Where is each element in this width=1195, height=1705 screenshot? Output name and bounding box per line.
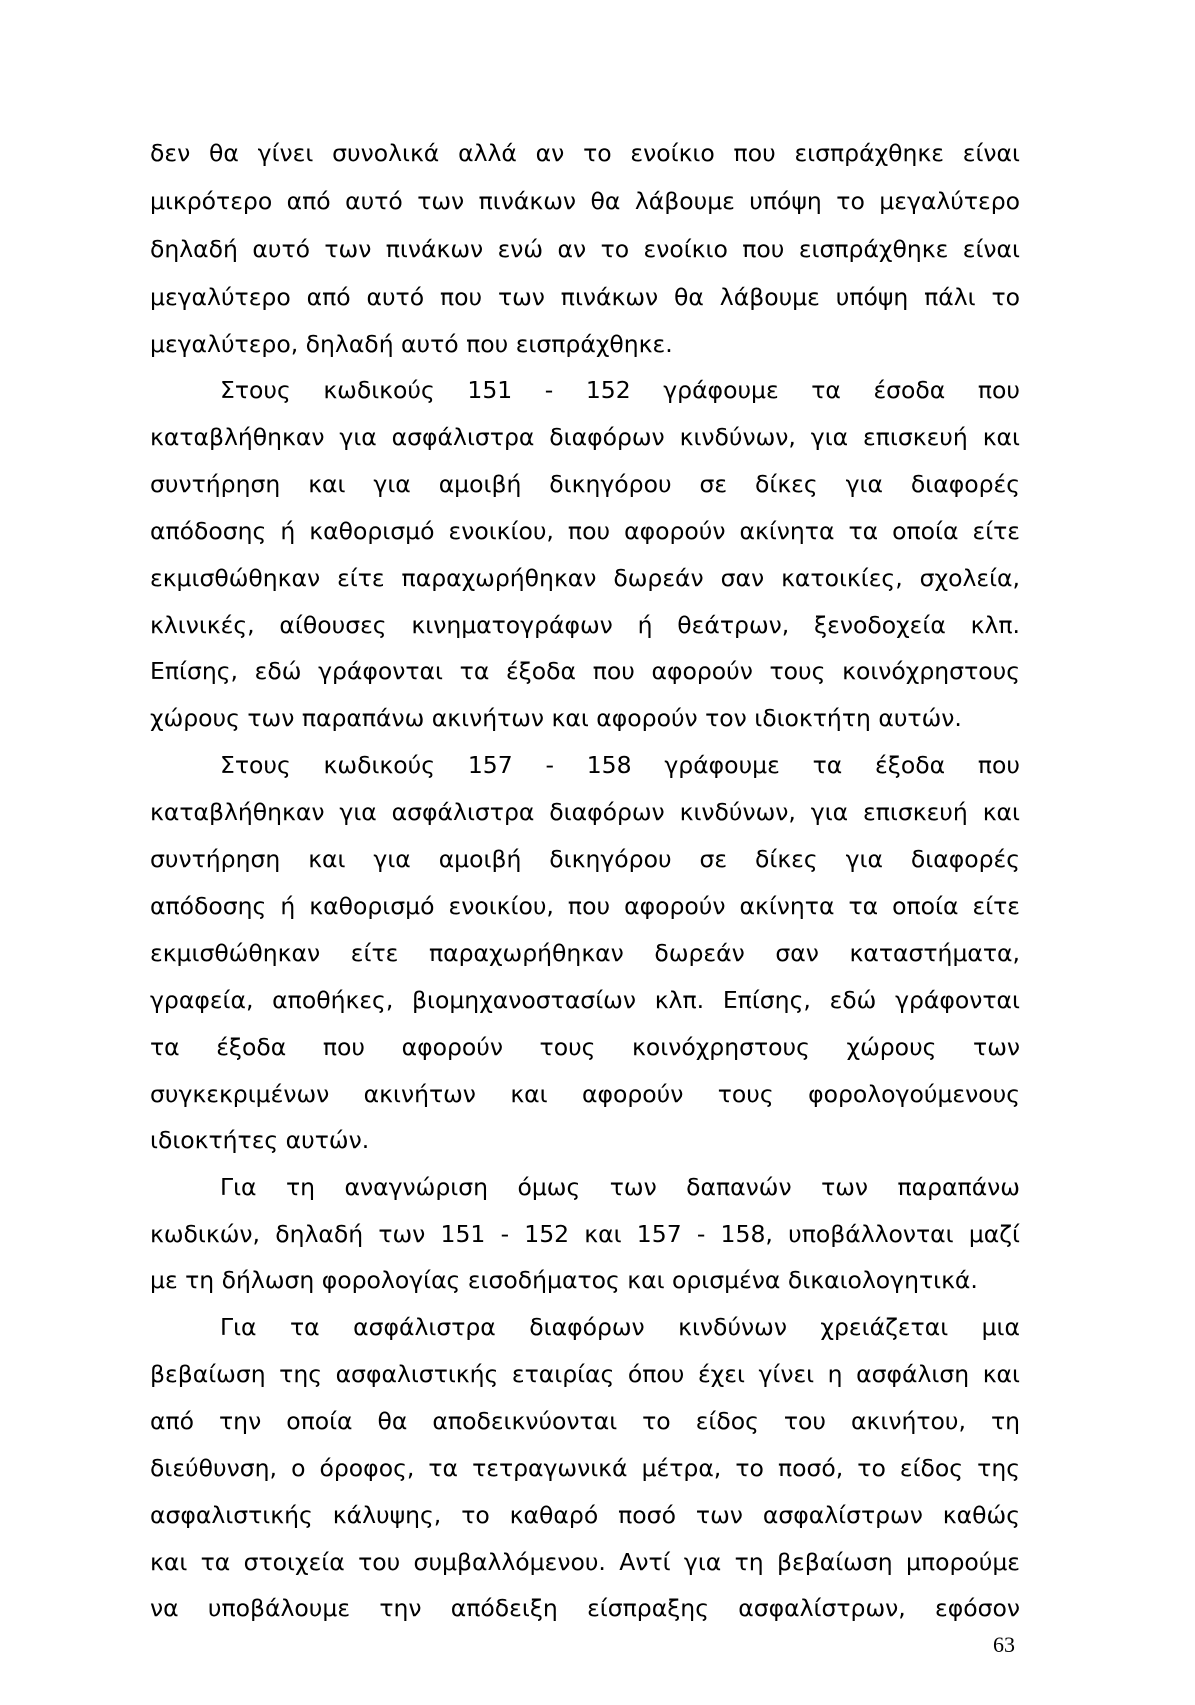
text-line: κωδικών, δηλαδή των 151 - 152 και 157 - 158, υποβάλλονται μαζί xyxy=(150,1220,1020,1248)
text-line: Επίσης, εδώ γράφονται τα έξοδα που αφορούν τους κοινόχρηστους xyxy=(150,657,1020,685)
text-line: ασφαλιστικής κάλυψης, το καθαρό ποσό των ασφαλίστρων καθώς xyxy=(150,1501,1020,1529)
text-line: και τα στοιχεία του συμβαλλόμενου. Αντί για τη βεβαίωση μπορούμε xyxy=(150,1548,1020,1576)
text-line: δεν θα γίνει συνολικά αλλά αν το ενοίκιο που εισπράχθηκε είναι xyxy=(150,139,1020,167)
text-line: δηλαδή αυτό των πινάκων ενώ αν το ενοίκιο που εισπράχθηκε είναι xyxy=(150,235,1020,263)
text-line: εκμισθώθηκαν είτε παραχωρήθηκαν δωρεάν σαν καταστήματα, xyxy=(150,939,1020,967)
text-line: με τη δήλωση φορολογίας εισοδήματος και ορισμένα δικαιολογητικά. xyxy=(150,1266,978,1294)
paragraph-first-line: Για τη αναγνώριση όμως των δαπανών των παραπάνω xyxy=(220,1173,1020,1201)
text-line: συντήρηση και για αμοιβή δικηγόρου σε δίκες για διαφορές xyxy=(150,845,1020,873)
page-number: 63 xyxy=(993,1632,1015,1657)
text-line: απόδοσης ή καθορισμό ενοικίου, που αφορούν ακίνητα τα οποία είτε xyxy=(150,892,1020,920)
text-line: μεγαλύτερο, δηλαδή αυτό που εισπράχθηκε. xyxy=(150,330,673,358)
text-line: εκμισθώθηκαν είτε παραχωρήθηκαν δωρεάν σαν κατοικίες, σχολεία, xyxy=(150,564,1020,592)
text-line: κλινικές, αίθουσες κινηματογράφων ή θεάτρων, ξενοδοχεία κλπ. xyxy=(150,611,1020,639)
text-line: διεύθυνση, ο όροφος, τα τετραγωνικά μέτρα, το ποσό, το είδος της xyxy=(150,1454,1020,1482)
text-line: απόδοσης ή καθορισμό ενοικίου, που αφορούν ακίνητα τα οποία είτε xyxy=(150,517,1020,545)
text-line: βεβαίωση της ασφαλιστικής εταιρίας όπου έχει γίνει η ασφάλιση και xyxy=(150,1360,1020,1388)
text-line: συγκεκριμένων ακινήτων και αφορούν τους φορολογούμενους xyxy=(150,1080,1020,1108)
text-line: καταβλήθηκαν για ασφάλιστρα διαφόρων κινδύνων, για επισκευή και xyxy=(150,798,1020,826)
text-line: να υποβάλουμε την απόδειξη είσπραξης ασφαλίστρων, εφόσον xyxy=(150,1594,1020,1622)
paragraph-first-line: Για τα ασφάλιστρα διαφόρων κινδύνων χρειάζεται μια xyxy=(220,1313,1020,1341)
text-line: μικρότερο από αυτό των πινάκων θα λάβουμε υπόψη το μεγαλύτερο xyxy=(150,187,1020,215)
text-line: γραφεία, αποθήκες, βιομηχανοστασίων κλπ. Επίσης, εδώ γράφονται xyxy=(150,986,1020,1014)
text-line: από την οποία θα αποδεικνύονται το είδος του ακινήτου, τη xyxy=(150,1407,1020,1435)
text-line: συντήρηση και για αμοιβή δικηγόρου σε δίκες για διαφορές xyxy=(150,470,1020,498)
text-line: χώρους των παραπάνω ακινήτων και αφορούν τον ιδιοκτήτη αυτών. xyxy=(150,704,962,732)
paragraph-first-line: Στους κωδικούς 157 - 158 γράφουμε τα έξοδα που xyxy=(220,751,1020,779)
text-line: ιδιοκτήτες αυτών. xyxy=(150,1126,370,1154)
paragraph-first-line: Στους κωδικούς 151 - 152 γράφουμε τα έσοδα που xyxy=(220,376,1020,404)
text-line: μεγαλύτερο από αυτό που των πινάκων θα λάβουμε υπόψη πάλι το xyxy=(150,283,1020,311)
text-line: τα έξοδα που αφορούν τους κοινόχρηστους χώρους των xyxy=(150,1033,1020,1061)
text-line: καταβλήθηκαν για ασφάλιστρα διαφόρων κινδύνων, για επισκευή και xyxy=(150,423,1020,451)
